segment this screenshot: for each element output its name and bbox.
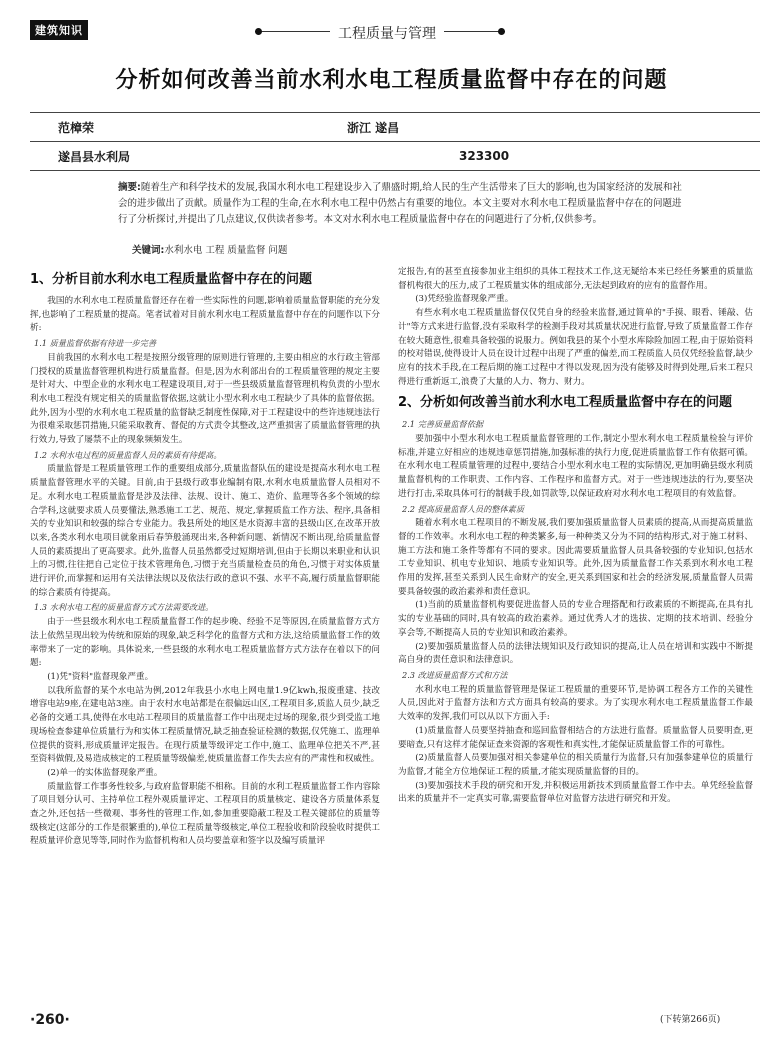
subsection-heading: 2.3 改进质量监督方式和方法 [402, 669, 508, 680]
paragraph: 有些水利水电工程质量监督仅仅凭自身的经验来监督,通过简单的"手摸、眼看、锤敲、估计"等方式来进行监督,没有采取科学的检测手段对其质量状况进行监督,导致了质量监督工作存在较大随意性,很难具备较强的说服力。例如我县的某个小型水库除险加固工程,由于原始资料的校对错误,使得设计人员在设计过程中出现了严重的偏差,而工程质监人员仅凭经验监督,缺少应有的技术手段,在工程后期的施工过程中才得以发现,因为没有能够及时得到处理,后来工程只得进行重新返工,浪费了大量的人力、物力、财力。 [398, 308, 753, 387]
keywords-label: 关键词: [132, 245, 165, 256]
affiliation: 遂昌县水利局 [30, 142, 319, 171]
continued-note: (下转第266页) [660, 1015, 721, 1025]
paragraph: 质量监督是工程质量管理工作的重要组成部分,质量监督队伍的建设是提高水利水电工程质量监督管理水平的关键。目前,由于县级行政事业编制有限,水利水电质量监督人员相对不足。水利水电工程质量监督是涉及法律、法规、设计、施工、造价、监理等各多个领域的综合学科,这就要求质人员要懂法,熟悉施工工艺、规范、规定,掌握质监工作方法、程序,具备相关的专业知识和较强的综合专业能力。我县所处的地区是水资源丰富的县级山区,在改革开放以来,各类水利水电项目就象雨后春笋般涌现出来,各种新问题、新情况不断出现,给质量监督人员的素质提出了更高要求。此外,监督人员虽然都受过短期培训,但由于长期以来职业和认识上的习惯,往往把自己定位于技术管理角色,习惯于充当质量检查员的角色,习惯于对实体质量进行评价,而掌握和运用有关法律法规以及依法行政的意识不强、水平不高,履行质量监督职能的综合素质有待提高。 [30, 464, 380, 598]
column-name: 工程质量与管理 [330, 23, 444, 43]
paragraph: (2)单一的实体监督现象严重。 [47, 767, 163, 778]
paragraph: 以我所监督的某个水电站为例,2012年我县小水电上网电量1.9亿kwh,报废重建、技改增容电站9座,在建电站3座。由于农村水电站都是在很偏远山区,工程项目多,质监人员少,缺乏必备的交通工具,使得在水电站工程项目的质量监督工作中出现走过场的现象,很少到受监工地现场检查参建单位质量行为和实体工程质量情况,缺乏抽查验证检测的数据,仅凭施工、监理单位提供的资料,形成质量评定报告。在现行质量等级评定工作中,施工、监理单位把关不严,甚至资料做假,及易造成核定的工程质量等级偏差,使质量监督工作失去应有的严肃性和权威性。 [30, 685, 380, 765]
paragraph: 我国的水利水电工程质量监督还存在着一些实际性的问题,影响着质量监督职能的充分发挥,也影响了工程质量的提高。笔者试着对目前水利水电工程质量监督中存在的问题作以下分析: [30, 296, 380, 334]
abstract-text: 随着生产和科学技术的发展,我国水利水电工程建设步入了鼎盛时期,给人民的生产生活带来了巨大的影响,也为国家经济的发展和社会的进步做出了贡献。质量作为工程的生命,在水利水电工程中仍然占有重要的地位。本文主要对水利水电工程质量监督中存在的问题进行了分析探讨,并提出了几点建议,仅供读者参考。本文对水利水电工程质量监督中存在的问题进行了分析,仅供参考。 [118, 182, 682, 225]
bullet-icon [498, 28, 505, 35]
paragraph: (3)凭经验监督现象严重。 [415, 294, 514, 305]
section-heading: 1、分析目前水利水电工程质量监督中存在的问题 [30, 272, 313, 287]
abstract-label: 摘要: [118, 182, 141, 193]
paragraph: 定报告,有的甚至直接参加业主组织的具体工程技术工作,这无疑给本来已经任务繁重的质量监督机构很大的压力,成了工程质量实体的组成部分,无法起到政府的应有的监督作用。 [398, 267, 753, 291]
paragraph: 质量监督工作事务性较多,与政府监督职能不相称。目前的水利工程质量监督工作内容除了项目划分认可、主持单位工程外观质量评定、工程项目的质量核定、建设各方质量体系复查之外,还包括一些微观、事务性的管理工作,如,参加重要隐蔽工程及工程关键部位的质量等级核定(这部分的工作是很繁重的),单位工程质量等级核定,单位工程验收和阶段验收时提供工程质量评价意见等等,同时作为监督机构和人员均要盖章和签字以及编写质量评 [30, 781, 380, 847]
article-title: 分析如何改善当前水利水电工程质量监督中存在的问题 [115, 68, 668, 93]
subsection-heading: 1.3 水利水电工程的质量监督方式方法需要改进。 [34, 602, 214, 613]
abstract [118, 180, 684, 228]
paragraph: 要加强中小型水利水电工程质量监督管理的工作,制定小型水利水电工程质量检验与评价标准,并建立好相应的违规违章惩罚措施,加强标准的执行力度,促进质量监督工作有依据可循。在水利水电工程质量管理的过程中,要结合小型水利水电工程的实际情况,更加明确县级水利质量监督机构的工作职责、工作内容、工作程序和监督方式。对于一些违规违法的行为,要坚决进行打击,采取具体可行的制裁手段,如罚款等,以保证政府对水利水电工程项目的有效监督。 [398, 434, 753, 499]
paragraph: (2)要加强质量监督人员的法律法规知识及行政知识的提高,让人员在培训和实践中不断提高自身的责任意识和法律意识。 [398, 641, 753, 666]
paragraph: 水利水电工程的质量监督管理是保证工程质量的重要环节,是协调工程各方工作的关键性人员,因此对于监督方法和方式方面具有较高的要求。为了实现水利水电工程质量监督工作最大效率的发挥,我们可以从以下方面入手: [398, 684, 753, 723]
subsection-heading: 2.2 提高质量监督人员的整体素质 [402, 503, 525, 514]
paragraph: (2)质量监督人员要加强对相关参建单位的相关质量行为监督,只有加强参建单位的质量行为监督,才能全方位地保证工程的质量,才能实现质量监督的目的。 [398, 753, 753, 777]
paragraph: (3)要加强技术手段的研究和开发,并积极运用新技术到质量监督工作中去。单凭经验监督出来的质量并不一定真实可靠,需要监督单位对监督方法进行研究和开发。 [398, 780, 753, 805]
section-tag: 建筑知识 [30, 20, 88, 40]
paragraph: 目前我国的水利水电工程是按照分级管理的原则进行管理的,主要由相应的水行政主管部门授权的质量监督管理机构进行质量监督。但是,因为水利部出台的工程质量管理的规定主要是针对大、中型企业的水利水电工程建设项目,对于一些县级质量监督管理机构负责的小型水利水电工程没有规定相关的质量监督依据,这就让小型水利水电工程缺少了具体的监督依据。此外,因为小型的水利水电工程质量的监督缺乏制度性保障,对于工程建设中的些许违规违法行为很难采取惩罚措施,只能采取教育、督促的方式责令其整改,这严重损害了质量监督管理的执行效力,导致了屡禁不止的现象频频发生。 [30, 352, 380, 446]
paragraph: (1)质量监督人员要坚持抽查和巡回监督相结合的方法进行监督。质量监督人员要明查,更要暗查,只有这样才能保证查来资源的客观性和真实性,才能保证质量监督工作的可靠性。 [398, 725, 753, 750]
subsection-heading: 2.1 完善质量监督依据 [402, 419, 484, 430]
subsection-heading: 1.2 水利水电过程的质量监督人员的素质有待提高。 [34, 449, 222, 460]
keywords [132, 242, 287, 256]
postcode: 323300 [319, 142, 760, 171]
author-name: 范樟荣 [30, 113, 319, 142]
author-info [30, 112, 760, 171]
paragraph: (1)当前的质量监督机构要促进监督人员的专业合理搭配和行政素质的不断提高,在具有扎实的专业基础的同时,具有较高的政治素养。通过优秀人才的选拔、定期的技术培训、经验分享会等,不断提高人员的专业知识和政治素养。 [398, 600, 753, 638]
paragraph: (1)凭"资料"监督现象严重。 [47, 671, 154, 682]
paragraph: 由于一些县级水利水电工程质量监督工作的起步晚、经验不足等原因,在质量监督方式方法上依然呈现出较为传统和原始的现象,缺乏科学化的监督方式和方法,这给质量监督工作的效率带来了一定的影响。具体说来,一些县级的水利水电工程质量监督方式方法存在着以下的问题: [30, 617, 380, 669]
subsection-heading: 1.1 质量监督依据有待进一步完善 [34, 338, 157, 349]
keywords-text: 水利水电 工程 质量监督 问题 [164, 245, 288, 256]
paragraph: 随着水利水电工程项目的不断发展,我们要加强质量监督人员素质的提高,从而提高质量监督的工作效率。水利水电工程的种类繁多,每一种种类又分为不同的结构形式,对于施工材料、施工方法和施工条件等都有不同的要求。因此需要质量监督人员具备较强的专业知识,包括水工专业知识、机电专业知识、地质专业知识等。此外,因为质量监督工作关系到水利水电工程作用的发挥,甚至关系到人民生命财产的安全,更关系到国家和社会的经济发展,质量监督人员需要具备较强的政治素养和责任意识。 [398, 518, 753, 597]
section-heading: 2、分析如何改善当前水利水电工程质量监督中存在的问题 [398, 395, 733, 411]
bullet-icon [255, 28, 262, 35]
right-column [398, 266, 753, 807]
author-location: 浙江 遂昌 [319, 113, 760, 142]
left-column [30, 266, 380, 849]
page-number: ·260· [30, 1012, 70, 1028]
